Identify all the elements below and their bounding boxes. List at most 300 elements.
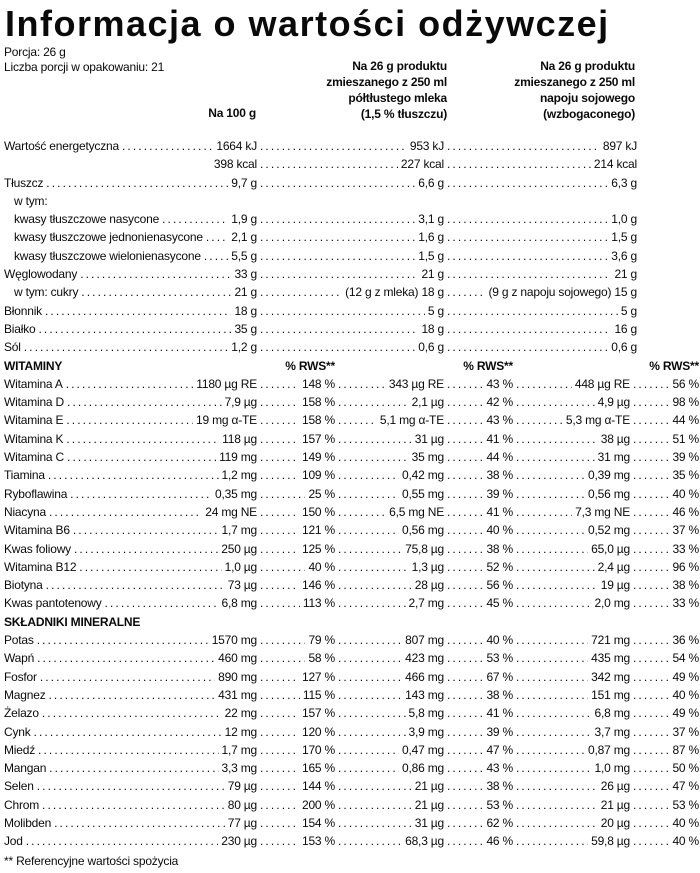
table-cell [257, 485, 335, 503]
table-cell [257, 174, 444, 192]
rws-with-soy: 47 % [672, 779, 699, 794]
amount-per-100g: 79 µg [227, 779, 257, 794]
dot-leader [260, 631, 305, 649]
value-with-milk: 1,5 g [418, 248, 444, 263]
value-per-100g: 21 g [234, 285, 257, 300]
dot-leader [49, 759, 218, 777]
value-per-100g: 35 g [234, 321, 257, 336]
table-cell [46, 686, 258, 704]
amount-per-100g: 1,7 mg [221, 742, 257, 757]
amount-per-100g: 22 mg [224, 706, 257, 721]
dot-leader [338, 466, 399, 484]
amount-per-100g: 24 mg NE [205, 504, 257, 519]
table-cell [513, 814, 630, 832]
table-cell [513, 723, 630, 741]
rws-per-100g: 127 % [301, 669, 335, 684]
amount-with-milk: 0,55 mg [402, 486, 444, 501]
value-with-soy: 897 kJ [602, 139, 637, 153]
amount-with-soy: 21 µg [600, 797, 630, 812]
dot-leader [516, 631, 588, 649]
dot-leader [516, 466, 585, 484]
table-cell [630, 832, 699, 850]
table-cell [513, 430, 630, 448]
amount-with-milk: 6,5 mg NE [389, 504, 444, 519]
table-cell [335, 466, 444, 484]
table-cell [335, 558, 444, 576]
dot-leader [260, 485, 305, 503]
amount-with-milk: 31 µg [414, 815, 444, 830]
table-cell [23, 832, 257, 850]
amount-with-soy: 1,0 mg [594, 761, 630, 776]
table-cell [70, 521, 257, 539]
amount-with-soy: 3,7 mg [594, 724, 630, 739]
dot-leader [516, 485, 585, 503]
amount-per-100g: 1570 mg [211, 633, 257, 648]
table-cell [444, 521, 513, 539]
table-cell [444, 283, 637, 301]
dot-leader [260, 777, 299, 795]
table-row [4, 210, 699, 228]
table-cell [257, 777, 335, 795]
table-cell [444, 174, 637, 192]
dot-leader [516, 814, 598, 832]
value-with-milk: 0,6 g [418, 340, 444, 355]
nutrient-label: Magnez [4, 687, 46, 702]
amount-with-soy: 20 µg [600, 815, 630, 830]
rws-with-milk: 52 % [486, 559, 513, 574]
dot-leader [67, 448, 216, 466]
dot-leader [633, 521, 669, 539]
dot-leader [447, 430, 483, 448]
table-cell [630, 777, 699, 795]
value-per-100g: 398 kcal [213, 157, 257, 172]
table-cell [513, 631, 630, 649]
amount-with-milk: 807 mg [405, 633, 444, 648]
rws-with-milk: 56 % [486, 578, 513, 593]
table-cell [257, 283, 444, 301]
dot-leader [260, 704, 299, 722]
dot-leader [633, 631, 669, 649]
dot-leader [338, 796, 412, 814]
dot-leader [633, 375, 669, 393]
table-cell [257, 155, 444, 173]
minerals-section [4, 631, 699, 851]
value-with-soy: 0,6 g [611, 340, 637, 355]
table-row [4, 576, 699, 594]
dot-leader [447, 576, 483, 594]
table-cell [335, 723, 444, 741]
dot-leader [447, 814, 483, 832]
table-cell [159, 210, 257, 228]
dot-leader [260, 594, 300, 612]
table-cell [34, 631, 257, 649]
table-cell [444, 704, 513, 722]
rws-with-soy: 37 % [672, 724, 699, 739]
nutrient-label: Kwas pantotenowy [4, 596, 102, 611]
table-cell [64, 448, 257, 466]
amount-with-milk: 0,47 mg [402, 742, 444, 757]
dot-leader [260, 723, 299, 741]
table-cell [513, 741, 630, 759]
section-title-vitamins: WITAMINY [4, 358, 63, 373]
table-row [4, 375, 699, 393]
table-cell [444, 649, 513, 667]
dot-leader [260, 832, 299, 850]
amount-with-soy: 6,8 mg [594, 706, 630, 721]
table-cell [444, 210, 637, 228]
rws-per-100g: 150 % [301, 504, 335, 519]
dot-leader [260, 814, 299, 832]
table-cell [39, 704, 257, 722]
table-cell [444, 558, 513, 576]
dot-leader [633, 686, 669, 704]
table-cell [35, 320, 257, 338]
rws-header-cell [335, 357, 513, 375]
table-cell [51, 814, 257, 832]
value-with-milk: (12 g z mleka) 18 g [345, 285, 444, 300]
amount-with-milk: 0,86 mg [402, 761, 444, 776]
table-cell [257, 814, 335, 832]
dot-leader [516, 503, 572, 521]
table-cell [203, 228, 257, 246]
nutrient-label: Witamina C [4, 450, 65, 465]
dot-leader [338, 576, 412, 594]
amount-with-milk: 5,8 mg [408, 706, 444, 721]
amount-per-100g: 118 µg [222, 431, 257, 446]
page-title: Informacja o wartości odżywczej [5, 3, 610, 44]
dot-leader [204, 247, 228, 265]
dot-leader [338, 649, 402, 667]
rws-header-cell [62, 357, 335, 375]
nutrient-label: Wartość energetyczna [4, 139, 119, 153]
table-cell [77, 265, 257, 283]
amount-with-milk: 0,42 mg [402, 468, 444, 483]
dot-leader [260, 228, 415, 246]
rws-per-100g: 154 % [301, 815, 335, 830]
rws-per-100g: 120 % [301, 724, 335, 739]
rws-with-milk: 41 % [486, 504, 513, 519]
amount-with-soy: 7,3 mg NE [575, 504, 630, 519]
amount-with-milk: 21 µg [414, 797, 444, 812]
rws-header-per-100g: % RWS** [285, 358, 335, 373]
table-cell [630, 649, 699, 667]
dot-leader [40, 668, 215, 686]
table-cell [257, 228, 444, 246]
dot-leader [633, 777, 669, 795]
table-row [4, 265, 699, 283]
rws-with-soy: 54 % [672, 651, 699, 666]
table-cell [444, 540, 513, 558]
rws-with-soy: 40 % [672, 834, 699, 849]
rws-with-milk: 53 % [486, 651, 513, 666]
table-cell [257, 320, 444, 338]
dot-leader [162, 210, 228, 228]
dot-leader [516, 594, 592, 612]
rws-per-100g: 157 % [301, 431, 335, 446]
table-cell [444, 777, 513, 795]
nutrient-label: Biotyna [4, 578, 43, 593]
value-with-milk: 21 g [421, 267, 444, 282]
dot-leader [633, 796, 669, 814]
value-per-100g: 2,1 g [231, 230, 257, 245]
value-with-milk: 5 g [427, 303, 444, 318]
dot-leader [447, 777, 483, 795]
dot-leader [338, 777, 412, 795]
rws-with-soy: 39 % [672, 450, 699, 465]
dot-leader [447, 265, 611, 283]
amount-per-100g: 3,3 mg [221, 761, 257, 776]
table-cell [444, 503, 513, 521]
amount-per-100g: 73 µg [227, 578, 257, 593]
dot-leader [633, 741, 669, 759]
dot-leader [447, 759, 483, 777]
table-cell [257, 210, 444, 228]
amount-with-soy: 2,0 mg [594, 596, 630, 611]
nutrient-label: Kwas foliowy [4, 541, 71, 556]
table-cell [4, 155, 257, 173]
macro-section [4, 137, 699, 357]
dot-leader [260, 174, 415, 192]
dot-leader [447, 832, 483, 850]
dot-leader [447, 448, 483, 466]
servings-per-pack: Liczba porcji w opakowaniu: 21 [4, 60, 165, 74]
dot-leader [260, 503, 299, 521]
table-cell [444, 466, 513, 484]
amount-with-soy: 19 µg [600, 578, 630, 593]
dot-leader [338, 759, 399, 777]
vitamins-header-row [4, 357, 699, 375]
table-cell [513, 594, 630, 612]
dot-leader [516, 649, 588, 667]
dot-leader [260, 668, 299, 686]
table-cell [45, 466, 257, 484]
column-header-soy: Na 26 g produktu zmieszanego z 250 ml napoju sojowego (wzbogaconego) [514, 59, 635, 121]
table-cell [513, 393, 630, 411]
dot-leader [260, 521, 299, 539]
dot-leader [24, 338, 229, 356]
value-with-soy: (9 g z napoju sojowego) 15 g [488, 285, 637, 300]
dot-leader [447, 485, 483, 503]
amount-with-milk: 5,1 mg α-TE [379, 413, 444, 428]
rws-with-milk: 43 % [486, 761, 513, 776]
amount-with-soy: 65,0 µg [591, 541, 630, 556]
rws-with-milk: 43 % [486, 413, 513, 428]
table-cell [444, 320, 637, 338]
table-cell [630, 741, 699, 759]
dot-leader [37, 777, 225, 795]
table-row [4, 503, 699, 521]
dot-leader [447, 174, 608, 192]
amount-with-milk: 423 mg [405, 651, 444, 666]
table-row [4, 338, 699, 356]
value-per-100g: 9,7 g [231, 175, 257, 190]
table-cell [513, 503, 630, 521]
dot-leader [42, 704, 222, 722]
dot-leader [73, 521, 219, 539]
rws-per-100g: 165 % [301, 761, 335, 776]
table-cell [444, 686, 513, 704]
table-cell [335, 430, 444, 448]
dot-leader [516, 686, 588, 704]
column-header-milk: Na 26 g produktu zmieszanego z 250 ml półtłustego mleka (1,5 % tłuszczu) [326, 59, 447, 121]
dot-leader [516, 540, 588, 558]
nutrient-label: Witamina E [4, 413, 64, 428]
rws-with-soy: 51 % [672, 431, 699, 446]
nutrient-label: Tłuszcz [4, 175, 44, 190]
table-cell [335, 576, 444, 594]
table-cell [257, 430, 335, 448]
nutrient-label: Witamina B12 [4, 559, 77, 574]
amount-with-soy: 342 mg [591, 669, 630, 684]
rws-header-cell [513, 357, 699, 375]
rws-header-soy: % RWS** [649, 358, 699, 373]
dot-leader [338, 448, 409, 466]
rws-per-100g: 58 % [308, 651, 335, 666]
table-row [4, 741, 699, 759]
amount-with-soy: 59,8 µg [591, 834, 630, 849]
rws-per-100g: 115 % [302, 687, 335, 702]
table-row [4, 777, 699, 795]
rws-with-milk: 42 % [486, 395, 513, 410]
table-cell [630, 723, 699, 741]
table-cell [444, 832, 513, 850]
rws-per-100g: 121 % [301, 523, 335, 538]
table-cell [335, 448, 444, 466]
table-cell [513, 558, 630, 576]
nutrient-label: Sól [4, 340, 21, 355]
table-row [4, 485, 699, 503]
table-cell [630, 686, 699, 704]
value-per-100g: 1,9 g [231, 212, 257, 227]
table-row [4, 174, 699, 192]
dot-leader [338, 723, 406, 741]
dot-leader [338, 503, 386, 521]
dot-leader [447, 594, 483, 612]
table-cell [630, 814, 699, 832]
table-cell [335, 649, 444, 667]
dot-leader [447, 411, 483, 429]
table-row [4, 448, 699, 466]
rws-per-100g: 40 % [308, 559, 335, 574]
nutrient-label: Białko [4, 321, 36, 336]
table-cell [630, 393, 699, 411]
table-cell [43, 174, 257, 192]
value-with-milk: 3,1 g [418, 212, 444, 227]
dot-leader [338, 686, 402, 704]
table-row [4, 320, 699, 338]
table-cell [444, 430, 513, 448]
dot-leader [260, 649, 305, 667]
rws-with-soy: 50 % [672, 761, 699, 776]
table-cell [39, 796, 257, 814]
value-with-milk: 1,6 g [418, 230, 444, 245]
value-with-milk: 953 kJ [409, 139, 444, 153]
nutrient-label: kwasy tłuszczowe jednonienasycone [14, 230, 203, 245]
dot-leader [81, 283, 231, 301]
nutrient-label: Błonnik [4, 303, 42, 318]
rws-with-soy: 36 % [672, 633, 699, 648]
amount-with-soy: 31 mg [597, 450, 630, 465]
nutrient-label: Miedź [4, 742, 36, 757]
dot-leader [447, 302, 618, 320]
dot-leader [516, 411, 563, 429]
rws-with-soy: 49 % [672, 669, 699, 684]
table-cell [513, 466, 630, 484]
dot-leader [38, 320, 231, 338]
table-cell [444, 668, 513, 686]
dot-leader [70, 485, 212, 503]
table-cell [335, 796, 444, 814]
nutrient-label: w tym: cukry [14, 285, 79, 300]
amount-with-soy: 38 µg [600, 431, 630, 446]
dot-leader [447, 521, 483, 539]
table-cell [335, 741, 444, 759]
dot-leader [447, 668, 483, 686]
dot-leader [338, 741, 399, 759]
table-cell [257, 302, 444, 320]
amount-with-soy: 26 µg [600, 779, 630, 794]
nutrient-label: w tym: [14, 193, 48, 208]
nutrient-label: Ryboflawina [4, 486, 68, 501]
rws-with-soy: 40 % [672, 687, 699, 702]
rws-with-soy: 87 % [672, 742, 699, 757]
rws-per-100g: 200 % [301, 797, 335, 812]
table-cell [257, 137, 444, 155]
amount-per-100g: 431 mg [218, 687, 257, 702]
nutrient-label: Mangan [4, 761, 47, 776]
table-cell [46, 759, 257, 777]
dot-leader [260, 759, 299, 777]
dot-leader [447, 338, 608, 356]
rws-with-milk: 44 % [486, 450, 513, 465]
rws-with-soy: 38 % [672, 578, 699, 593]
table-cell [444, 265, 637, 283]
dot-leader [447, 796, 483, 814]
table-cell [444, 228, 637, 246]
table-cell [630, 796, 699, 814]
table-cell [67, 485, 257, 503]
table-cell [444, 723, 513, 741]
rws-with-soy: 44 % [672, 413, 699, 428]
table-cell [630, 411, 699, 429]
amount-with-milk: 0,56 mg [402, 523, 444, 538]
table-cell [335, 777, 444, 795]
dot-leader [260, 247, 415, 265]
dot-leader [54, 814, 225, 832]
amount-per-100g: 1,2 mg [221, 468, 257, 483]
amount-with-soy: 448 µg RE [574, 376, 630, 391]
table-row [4, 649, 699, 667]
nutrient-label: Cynk [4, 724, 31, 739]
rws-with-milk: 39 % [486, 724, 513, 739]
table-cell [257, 521, 335, 539]
dot-leader [105, 594, 219, 612]
table-cell [64, 393, 257, 411]
table-row [4, 631, 699, 649]
amount-per-100g: 890 mg [218, 669, 257, 684]
dot-leader [80, 265, 231, 283]
table-cell [513, 796, 630, 814]
table-cell [119, 137, 257, 155]
amount-with-soy: 2,4 µg [597, 559, 630, 574]
dot-leader [447, 741, 483, 759]
table-cell [513, 832, 630, 850]
dot-leader [447, 137, 600, 155]
amount-with-milk: 2,1 µg [411, 395, 444, 410]
dot-leader [260, 741, 299, 759]
table-cell [76, 558, 257, 576]
table-cell [257, 503, 335, 521]
